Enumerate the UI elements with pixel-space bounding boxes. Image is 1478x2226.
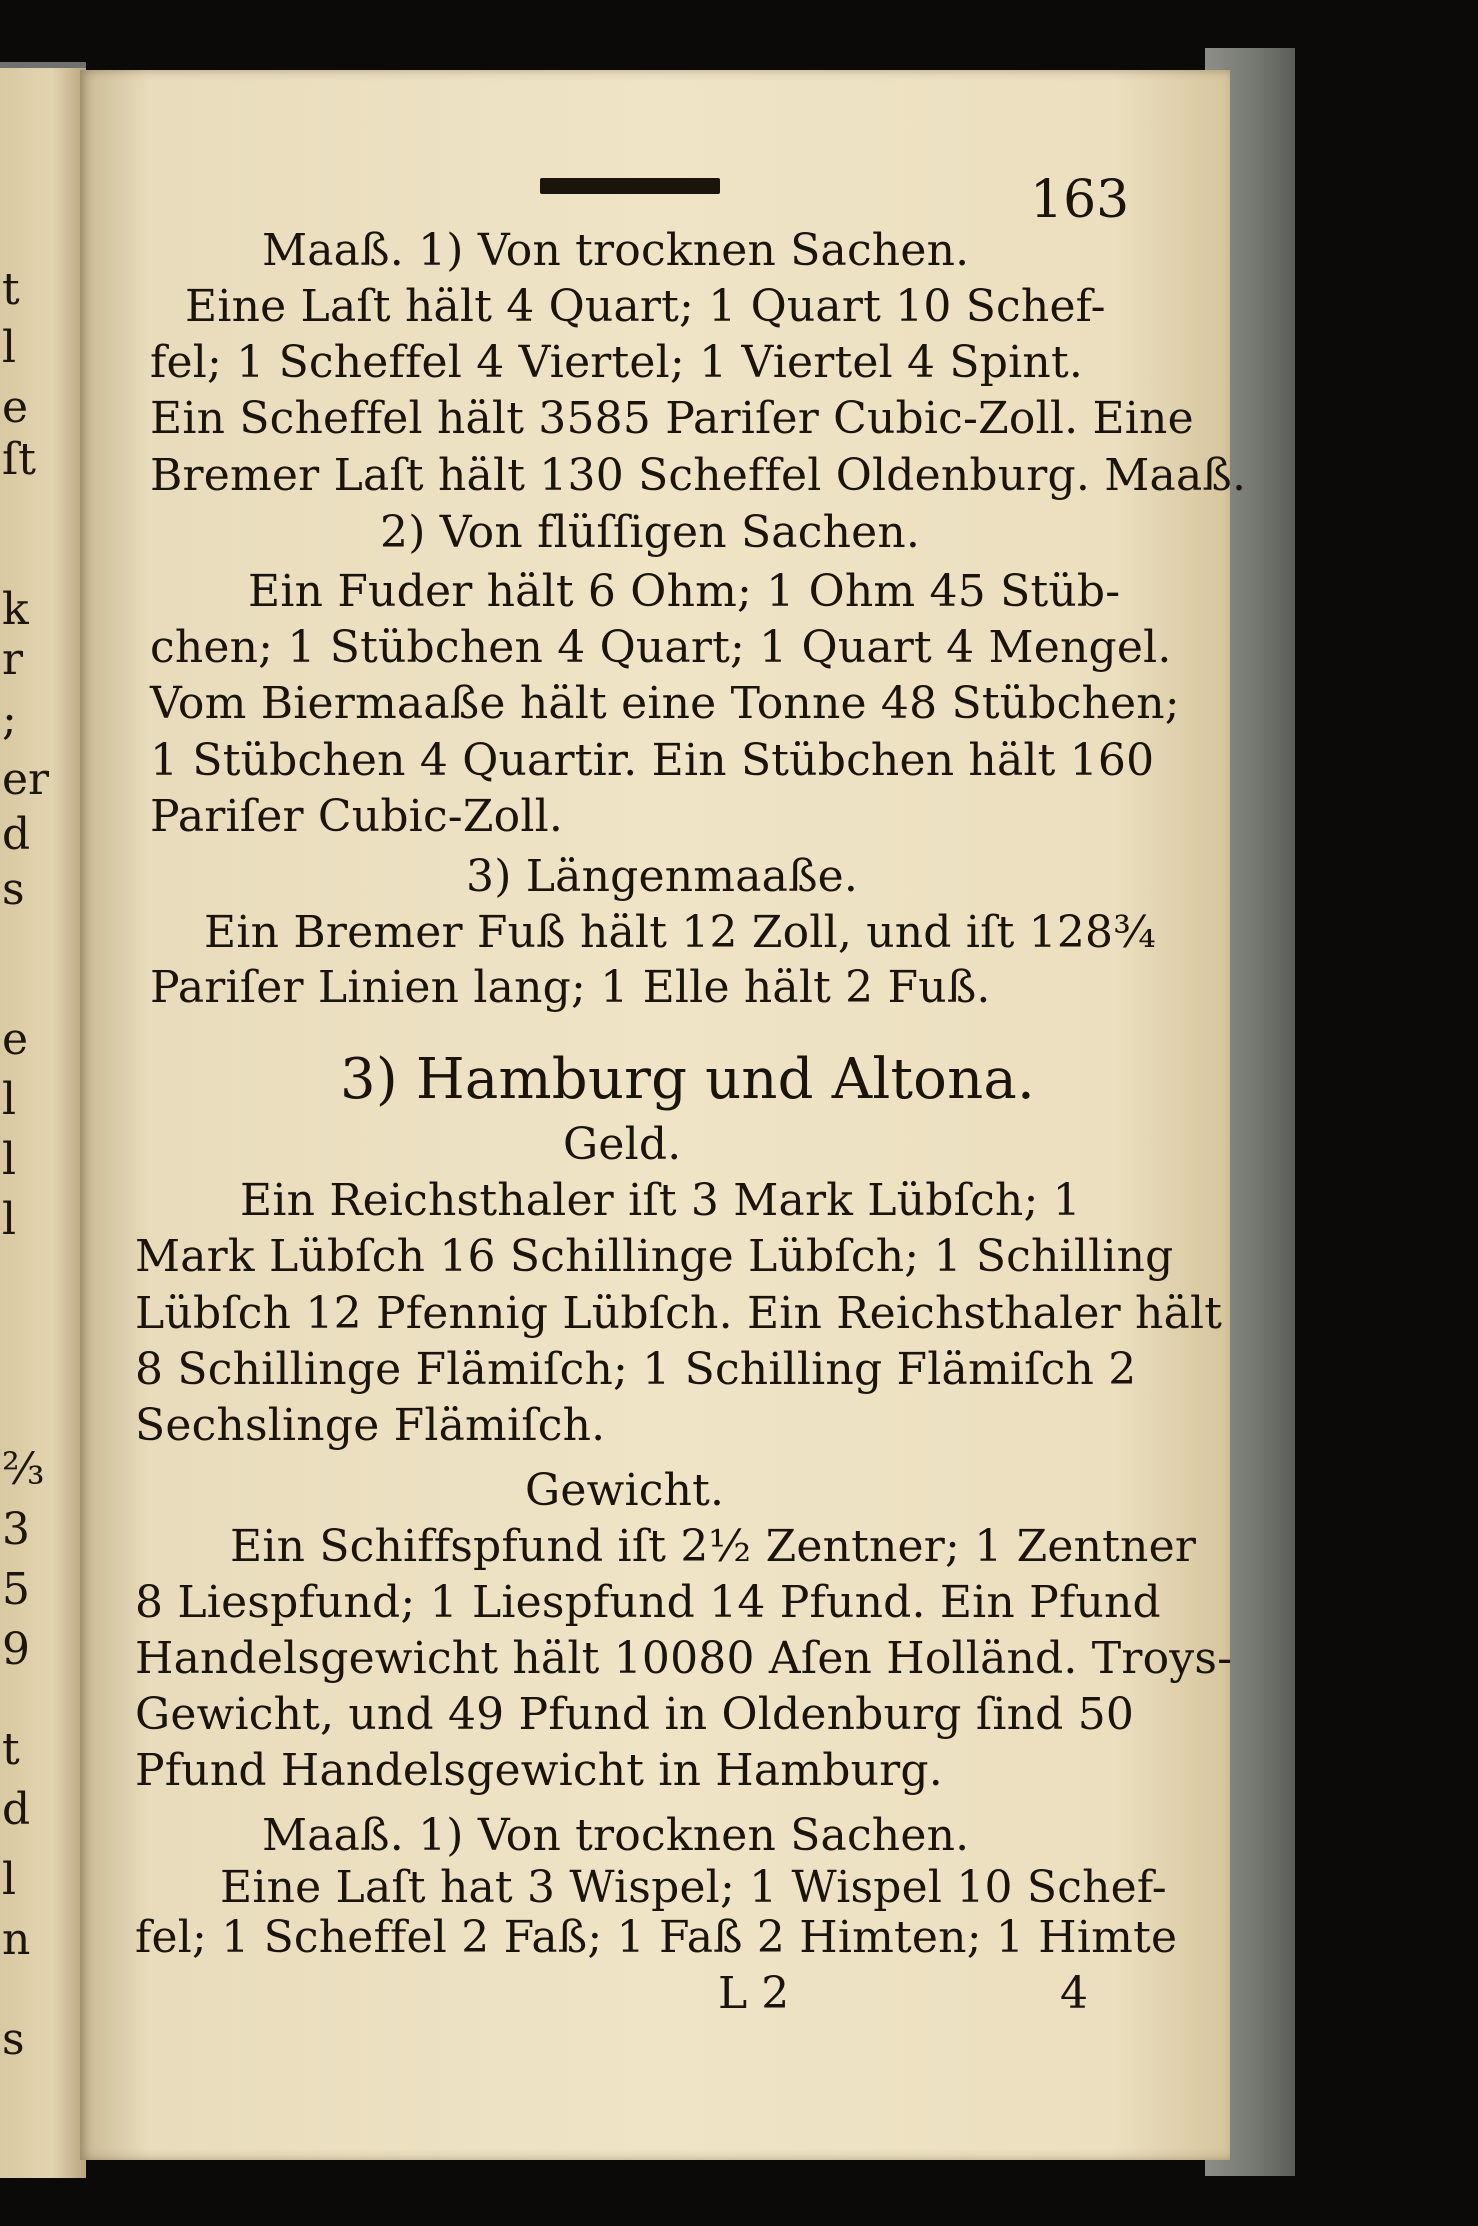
text-line: 1 Stübchen 4 Quartir. Ein Stübchen hält 160 [150,735,1155,786]
edge-text: d [2,809,31,860]
text-line: Ein Reichsthaler iſt 3 Mark Lübſch; 1 [240,1175,1081,1226]
text-line: fel; 1 Scheffel 2 Faß; 1 Faß 2 Himten; 1 Himte [135,1912,1178,1963]
text-line: Ein Fuder hält 6 Ohm; 1 Ohm 45 Stüb- [248,566,1121,617]
text-line: Pariſer Cubic-Zoll. [150,791,564,842]
edge-text: l [2,322,17,373]
section-subheading: 3) Längenmaaße. [466,851,859,902]
text-line: Ein Scheffel hält 3585 Pariſer Cubic-Zoll. Eine [150,393,1194,444]
text-line: fel; 1 Scheffel 4 Viertel; 1 Viertel 4 Spint. [150,337,1084,388]
text-line: Bremer Laſt hält 130 Scheffel Oldenburg. Maaß. [150,450,1247,501]
edge-text: k [2,584,29,635]
header-rule [540,178,720,194]
text-line: Ein Bremer Fuß hält 12 Zoll, und iſt 128¾ [204,907,1157,958]
edge-text: e [2,382,29,433]
edge-text: 3 [2,1504,30,1555]
text-line: 8 Liespfund; 1 Liespfund 14 Pfund. Ein Pfund [135,1577,1161,1628]
edge-text: t [2,264,20,315]
text-line: Handelsgewicht hält 10080 Aſen Holländ. Troys- [135,1633,1233,1684]
text-line: Sechslinge Flämiſch. [135,1400,606,1451]
section-title: 3) Hamburg und Altona. [340,1047,1035,1112]
edge-text: l [2,1134,17,1185]
edge-text: t [2,1724,20,1775]
text-line: 8 Schillinge Flämiſch; 1 Schilling Flämiſch 2 [135,1344,1137,1395]
edge-text: s [2,2014,25,2065]
edge-text: n [2,1914,31,1965]
text-line: Ein Schiffspfund iſt 2½ Zentner; 1 Zentner [230,1521,1197,1572]
text-line: Pfund Handelsgewicht in Hamburg. [135,1745,943,1796]
page-number: 163 [1030,170,1130,230]
text-line: Maaß. 1) Von trocknen Sachen. [262,1810,970,1861]
edge-text: e [2,1014,29,1065]
edge-text: l [2,1194,17,1245]
text-line: chen; 1 Stübchen 4 Quart; 1 Quart 4 Mengel. [150,622,1172,673]
edge-text: er [2,754,50,805]
edge-text: ſt [2,434,36,485]
edge-text: s [2,864,25,915]
edge-text: d [2,1784,31,1835]
left-page-edge [0,62,86,2178]
text-line: Maaß. 1) Von trocknen Sachen. [262,225,970,276]
section-subheading: Geld. [563,1119,682,1170]
edge-text: 5 [2,1564,30,1615]
edge-text: l [2,1854,17,1905]
text-line: Mark Lübſch 16 Schillinge Lübſch; 1 Schilling [135,1231,1174,1282]
edge-text: 9 [2,1624,30,1675]
edge-text: r [2,634,24,685]
text-line: Eine Laſt hat 3 Wispel; 1 Wispel 10 Schef- [220,1862,1167,1913]
text-line: 2) Von flüſſigen Sachen. [380,507,921,558]
text-line: Lübſch 12 Pfennig Lübſch. Ein Reichsthaler hält [135,1288,1223,1339]
catchword: 4 [1060,1968,1088,2019]
text-line: Eine Laſt hält 4 Quart; 1 Quart 10 Schef- [185,281,1106,332]
text-line: Pariſer Linien lang; 1 Elle hält 2 Fuß. [150,962,991,1013]
edge-text: ⅔ [2,1444,45,1495]
section-subheading: Gewicht. [525,1465,725,1516]
text-line: Vom Biermaaße hält eine Tonne 48 Stübchen; [150,678,1180,729]
text-line: Gewicht, und 49 Pfund in Oldenburg ſind 50 [135,1689,1135,1740]
edge-text: l [2,1074,17,1125]
signature-mark: L 2 [718,1968,790,2019]
edge-text: ; [2,694,17,745]
